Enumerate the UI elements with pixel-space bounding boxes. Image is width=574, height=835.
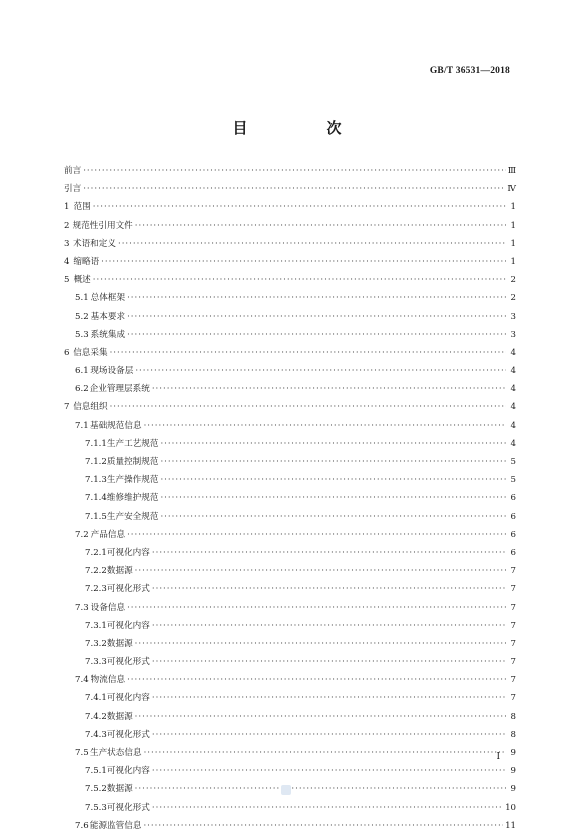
toc-entry-title: 前言	[64, 166, 82, 176]
toc-leader-dots	[152, 544, 506, 562]
toc-entry[interactable]	[64, 817, 516, 835]
toc-entry-page: 2	[510, 275, 516, 286]
toc-entry-page: 5	[510, 457, 516, 467]
toc-entry-page: 1	[510, 220, 516, 231]
toc-entry-number: 7.4.2	[85, 711, 107, 722]
toc-entry[interactable]	[64, 326, 516, 344]
toc-entry-number: 1	[64, 202, 70, 213]
toc-leader-dots	[152, 380, 506, 398]
toc-entry-title: 能源监管信息	[89, 820, 142, 831]
toc-entry-page: 8	[510, 711, 516, 722]
toc-entry-number: 7.1.1	[85, 438, 107, 449]
toc-entry-page: 7	[510, 584, 516, 595]
toc-entry[interactable]	[64, 799, 516, 817]
table-of-contents	[64, 162, 516, 835]
toc-entry[interactable]	[64, 562, 516, 580]
toc-leader-dots	[93, 271, 506, 289]
toc-entry[interactable]	[64, 526, 516, 544]
toc-entry-title: 可视化内容	[106, 547, 150, 558]
toc-entry-number: 5.3	[75, 329, 89, 340]
toc-entry[interactable]	[64, 544, 516, 562]
toc-entry-page: 7	[510, 602, 516, 613]
toc-entry-page: 3	[510, 311, 516, 322]
toc-leader-dots	[127, 599, 506, 617]
toc-entry-page: 5	[510, 475, 516, 486]
toc-leader-dots	[135, 635, 506, 653]
toc-entry-number: 7.1.4	[85, 493, 107, 504]
toc-entry-page: 9	[510, 748, 516, 758]
toc-leader-dots	[144, 417, 506, 435]
toc-leader-dots	[152, 799, 503, 817]
toc-entry-title: 产品信息	[90, 529, 126, 540]
toc-leader-dots	[110, 344, 506, 362]
toc-entry-number: 7.5.3	[85, 802, 107, 813]
toc-entry[interactable]	[64, 380, 516, 398]
toc-entry-number: 4	[64, 256, 70, 267]
toc-entry-page: 9	[510, 766, 516, 777]
toc-entry[interactable]	[64, 344, 516, 362]
toc-entry[interactable]	[64, 198, 516, 216]
toc-leader-dots	[160, 489, 506, 507]
toc-entry-page: 4	[510, 384, 516, 395]
toc-leader-dots	[160, 435, 506, 453]
toc-entry-number: 7.4.3	[85, 729, 107, 740]
toc-entry-number: 7.3.3	[85, 657, 107, 668]
toc-entry-title: 生产操作规范	[106, 475, 159, 486]
toc-entry-number: 7.3	[75, 602, 89, 613]
toc-entry-number: 7.3.1	[85, 620, 107, 631]
toc-leader-dots	[135, 708, 506, 726]
toc-entry[interactable]	[64, 289, 516, 307]
toc-entry-title: 范围	[73, 202, 91, 213]
toc-entry-number: 7	[64, 402, 70, 413]
toc-entry-number: 7.4.1	[85, 693, 107, 704]
toc-entry-number: 7.1.3	[85, 475, 107, 486]
toc-entry-page: 7	[510, 638, 516, 649]
toc-entry-title: 可视化内容	[106, 620, 150, 631]
toc-entry-title: 数据源	[106, 711, 133, 722]
toc-leader-dots	[110, 398, 506, 416]
toc-leader-dots	[152, 726, 506, 744]
toc-entry-page: 1	[510, 238, 516, 249]
toc-entry-title: 概述	[73, 275, 91, 286]
page-title: 目 次	[232, 119, 374, 137]
toc-entry[interactable]	[64, 217, 516, 235]
toc-entry-title: 物流信息	[90, 675, 126, 686]
toc-leader-dots	[101, 253, 506, 271]
toc-entry[interactable]	[64, 580, 516, 598]
toc-leader-dots	[127, 671, 506, 689]
toc-leader-dots	[160, 471, 506, 489]
toc-entry-number: 7.5.2	[85, 784, 107, 795]
toc-leader-dots	[118, 235, 506, 253]
toc-entry[interactable]	[64, 489, 516, 507]
toc-entry-number: 7.3.2	[85, 638, 107, 649]
toc-entry-number: 7.5.1	[85, 766, 107, 777]
toc-entry-page: 6	[510, 493, 516, 504]
toc-leader-dots	[152, 580, 506, 598]
toc-entry[interactable]	[64, 235, 516, 253]
toc-entry-page: 6	[510, 529, 516, 540]
toc-entry-page: 7	[510, 657, 516, 668]
toc-entry-title: 基础规范信息	[89, 420, 142, 431]
toc-entry-page: 3	[510, 329, 516, 340]
toc-leader-dots	[152, 762, 506, 780]
toc-entry[interactable]	[64, 362, 516, 380]
toc-entry-page: 4	[510, 438, 516, 449]
toc-entry[interactable]	[64, 508, 516, 526]
toc-entry-title: 企业管理层系统	[89, 384, 150, 395]
toc-entry-title: 引言	[64, 184, 82, 195]
toc-leader-dots	[135, 362, 506, 380]
toc-entry[interactable]	[64, 726, 516, 744]
toc-entry-title: 可视化内容	[106, 693, 150, 704]
toc-entry-number: 6.2	[75, 384, 89, 395]
toc-entry-page: 7	[510, 693, 516, 704]
toc-entry-number: 7.1.5	[85, 511, 107, 522]
toc-entry-number: 6.1	[75, 366, 89, 377]
toc-entry[interactable]	[64, 599, 516, 617]
toc-entry-page: 10	[505, 802, 516, 813]
toc-entry-title: 可视化内容	[106, 766, 150, 777]
toc-entry[interactable]	[64, 762, 516, 780]
toc-entry[interactable]	[64, 708, 516, 726]
toc-entry-page: 8	[510, 729, 516, 740]
toc-entry[interactable]	[64, 689, 516, 707]
toc-entry-title: 基本要求	[90, 311, 126, 322]
toc-entry[interactable]	[64, 435, 516, 453]
toc-leader-dots	[135, 780, 506, 798]
toc-leader-dots	[160, 453, 506, 471]
toc-entry[interactable]	[64, 180, 516, 198]
toc-entry-title: 生产状态信息	[89, 748, 142, 758]
toc-entry-title: 质量控制规范	[106, 457, 159, 467]
toc-entry-number: 7.6	[75, 820, 89, 831]
toc-entry-title: 总体框架	[90, 293, 126, 304]
toc-entry[interactable]	[64, 617, 516, 635]
toc-entry-title: 信息组织	[73, 402, 108, 413]
toc-entry-title: 规范性引用文件	[72, 220, 133, 231]
toc-leader-dots	[143, 817, 503, 835]
toc-entry-number: 7.1.2	[85, 457, 107, 467]
toc-entry[interactable]	[64, 308, 516, 326]
toc-entry-page: 4	[510, 347, 516, 358]
toc-entry-page: 4	[510, 366, 516, 377]
toc-entry-title: 术语和定义	[72, 238, 116, 249]
toc-entry-number: 7.2.3	[85, 584, 107, 595]
toc-entry-number: 7.2.2	[85, 566, 107, 577]
toc-entry-title: 数据源	[106, 638, 133, 649]
toc-entry[interactable]	[64, 635, 516, 653]
toc-entry-page: 2	[510, 293, 516, 304]
toc-entry-title: 设备信息	[90, 602, 126, 613]
toc-entry-number: 3	[64, 238, 70, 249]
toc-entry-title: 生产安全规范	[106, 511, 159, 522]
toc-entry-title: 可视化形式	[106, 584, 150, 595]
toc-leader-dots	[83, 162, 506, 180]
toc-leader-dots	[83, 180, 505, 198]
toc-entry-number: 5.1	[75, 293, 89, 304]
toc-entry-page: 4	[510, 402, 516, 413]
toc-entry-number: 5.2	[75, 311, 89, 322]
toc-entry-title: 信息采集	[73, 347, 108, 358]
toc-entry-page: 11	[505, 820, 516, 831]
toc-leader-dots	[93, 198, 506, 216]
toc-entry-title: 可视化形式	[106, 657, 150, 668]
toc-leader-dots	[144, 744, 506, 762]
toc-entry[interactable]	[64, 271, 516, 289]
toc-entry-page: 1	[510, 256, 516, 267]
standard-code: GB/T 36531—2018	[429, 66, 510, 76]
toc-entry-number: 7.1	[75, 420, 89, 431]
toc-entry-number: 5	[64, 275, 70, 286]
toc-entry-title: 数据源	[106, 566, 133, 577]
toc-entry-title: 可视化形式	[106, 729, 150, 740]
toc-entry-title: 系统集成	[90, 329, 126, 340]
toc-entry[interactable]	[64, 653, 516, 671]
toc-entry-number: 2	[64, 220, 70, 231]
toc-leader-dots	[160, 508, 506, 526]
toc-entry-title: 维修维护规范	[106, 493, 159, 504]
toc-entry-number: 7.2.1	[85, 547, 107, 558]
toc-entry[interactable]	[64, 744, 516, 762]
toc-entry[interactable]	[64, 398, 516, 416]
toc-leader-dots	[127, 308, 506, 326]
toc-entry[interactable]	[64, 453, 516, 471]
toc-entry-number: 7.2	[75, 529, 89, 540]
toc-entry-number: 7.4	[75, 675, 89, 686]
toc-leader-dots	[127, 289, 506, 307]
toc-leader-dots	[152, 689, 506, 707]
toc-entry-number: 6	[64, 347, 70, 358]
toc-entry-number: 7.5	[75, 748, 89, 758]
toc-entry-page: Ⅳ	[507, 184, 516, 195]
page-number: Ⅰ	[496, 752, 500, 762]
toc-entry-page: 6	[510, 511, 516, 522]
toc-entry-page: 7	[510, 675, 516, 686]
toc-entry-page: 9	[510, 784, 516, 795]
toc-entry[interactable]	[64, 253, 516, 271]
toc-entry[interactable]	[64, 162, 516, 180]
toc-entry-title: 缩略语	[73, 256, 100, 267]
toc-entry-page: 4	[510, 420, 516, 431]
toc-entry[interactable]	[64, 671, 516, 689]
toc-leader-dots	[135, 562, 506, 580]
toc-entry-page: 7	[510, 620, 516, 631]
watermark-logo	[281, 785, 291, 795]
toc-entry-page: 6	[510, 547, 516, 558]
toc-entry-title: 数据源	[106, 784, 133, 795]
toc-entry-title: 生产工艺规范	[106, 438, 159, 449]
toc-leader-dots	[127, 326, 506, 344]
toc-entry[interactable]	[64, 417, 516, 435]
toc-entry[interactable]	[64, 471, 516, 489]
toc-entry-page: Ⅲ	[507, 166, 516, 176]
toc-leader-dots	[135, 217, 506, 235]
toc-entry-title: 现场设备层	[90, 366, 134, 377]
toc-entry-page: 7	[510, 566, 516, 577]
toc-leader-dots	[152, 653, 506, 671]
toc-leader-dots	[152, 617, 506, 635]
toc-leader-dots	[127, 526, 506, 544]
toc-entry-page: 1	[510, 202, 516, 213]
toc-entry-title: 可视化形式	[106, 802, 150, 813]
